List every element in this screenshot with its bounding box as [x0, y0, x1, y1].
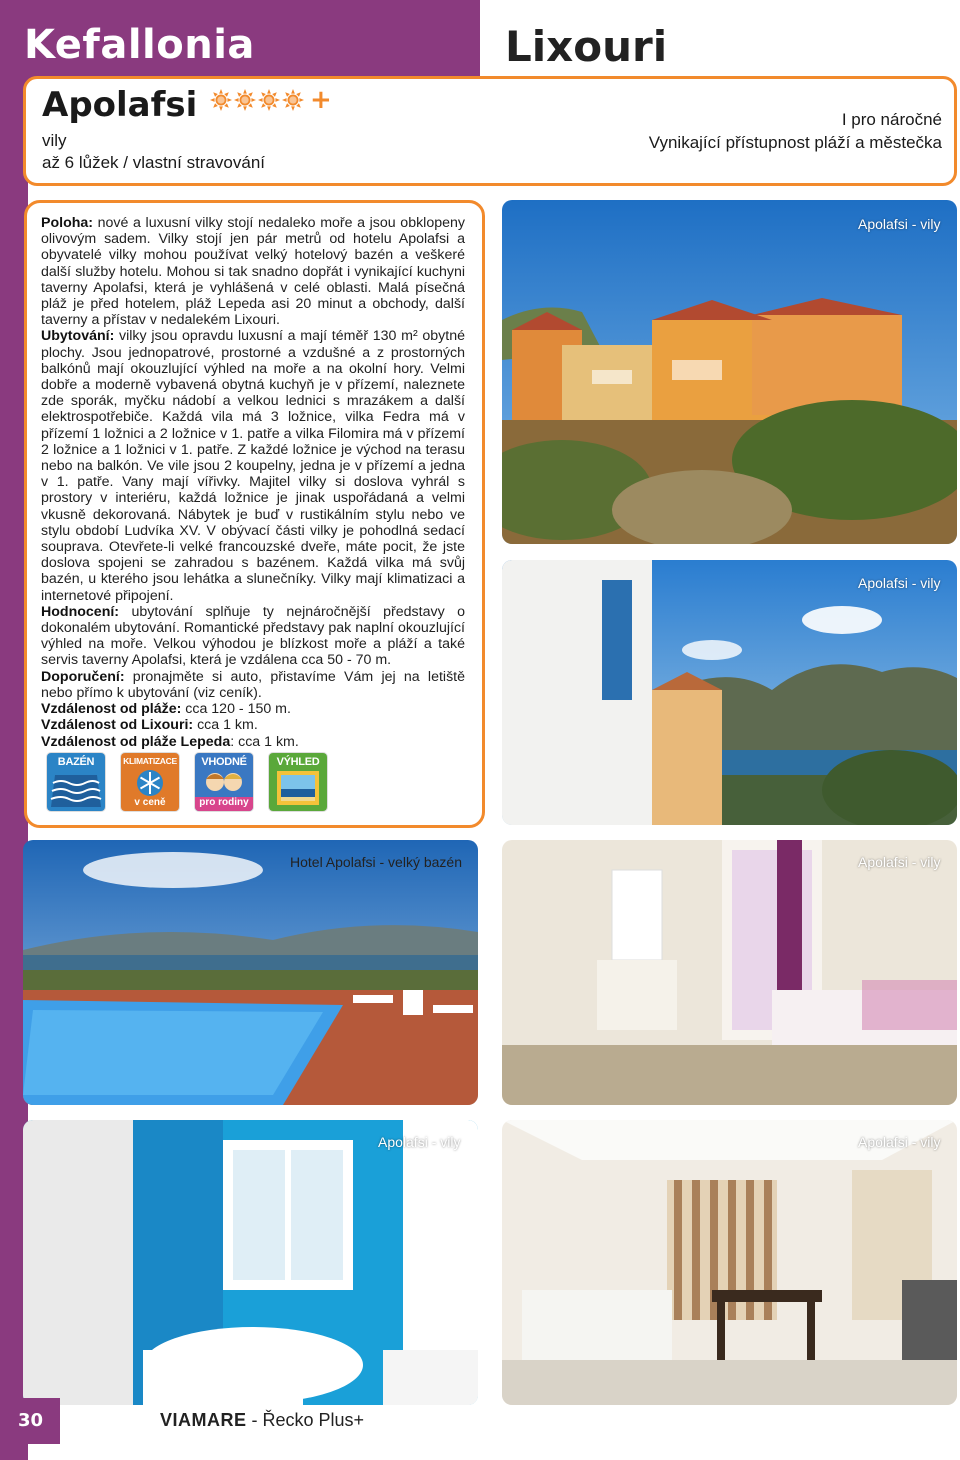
sun-star-icon	[282, 89, 304, 111]
caption-photo3: Hotel Apolafsi - velký bazén	[290, 854, 462, 870]
sun-star-icon	[234, 89, 256, 111]
view-icon	[269, 753, 327, 811]
aircon-icon-label: KLIMATIZACE	[123, 756, 177, 766]
region-title: Kefallonia	[24, 22, 255, 68]
brand-subtitle: - Řecko Plus+	[246, 1410, 365, 1430]
ubytovani-label: Ubytování:	[41, 328, 115, 345]
distance-beach-label: Vzdálenost od pláže:	[41, 701, 182, 718]
tagline-1: I pro náročné	[841, 110, 942, 129]
distance-lepeda-text: : cca 1 km.	[230, 733, 299, 750]
pool-icon	[47, 753, 105, 811]
distance-lepeda-label: Vzdálenost od pláže Lepeda	[41, 733, 231, 750]
poloha-text: nové a luxusní vilky stojí nedaleko moře a jsou obklopeny olivovým sadem. Vilky stojí jen pár metrů od hotelu Apolafsi a obyvatelé vilky mohou používat velký hotelový bazén a veškeré další služby hotelu. Mohou si tak snadno dopřát i vynikající kuchyni taverny Apolafsi, která je vyhlášená v celé oblasti. Malá písečná pláž je před hotelem, pláž Lepeda asi 20 minut a obchody, další taverny a přístav v nedalekém Lixouri.	[41, 215, 465, 329]
tagline-2: Vynikající přístupnost pláží a městečka	[648, 133, 942, 152]
brand-name: VIAMARE	[160, 1410, 247, 1430]
hodnoceni-label: Hodnocení:	[41, 603, 120, 620]
town-title: Lixouri	[505, 22, 668, 71]
page-number: 30	[18, 1410, 44, 1431]
sun-star-icon	[258, 89, 280, 111]
accommodation-type: vily	[42, 131, 67, 150]
photo-villas-exterior	[502, 200, 957, 544]
caption-photo6: Apolafsi - vily	[858, 1134, 941, 1150]
distance-beach-text: cca 120 - 150 m.	[181, 701, 291, 718]
family-icon-label: VHODNÉ	[201, 756, 247, 768]
photo-bedroom	[502, 840, 957, 1105]
page-number-tab	[0, 1398, 60, 1444]
stars-plus: +	[310, 85, 332, 115]
sun-star-icon	[210, 89, 232, 111]
hotel-name: Apolafsi	[42, 85, 198, 125]
doporuceni-label: Doporučení:	[41, 668, 125, 685]
hodnoceni-text: ubytování splňuje ty nejnáročnější představy o dokonalém ubytování. Romantické představy pak naplní okouzlující výhled na moře. Velkou výhodou je blízkost moře a pláží a také servis taverny Apolafsi, která je vzdálena cca 50 - 70 m.	[41, 603, 465, 669]
description-text	[41, 215, 465, 750]
ubytovani-text: vilky jsou opravdu luxusní a mají téměř 130 m² obytné plochy. Jsou jednopatrové, prostorné a vzdušné a z prostorných balkónů mají okouzlující výhled na moře a na okolní hory. Velmi dobře a moderně vybavená obytná kuchyň je v přízemí, naleznete zde sporák, myčku nádobí a velkou lednici s mrazákem a další elektrospotřebiče. Každá vila má 3 ložnice, vilka Fedra má v přízemí 1 ložnici a 2 ložnice v 1. patře a vilka Filomira má v přízemí 2 ložnice a 1 ložnici v 1. patře. Z každé ložnice je východ na terasu nebo na balkón. Ve vile jsou 2 koupelny, jedna je v přízemí a jedna v 1. patře. Vany mají vířivky. Majitel vilky si doslova vyhrál s prostory v interiéru, každá ložnice je jinak uspořádaná a velmi vkusně dekorovaná. Nábytek je buď v rustikálním stylu nebo ve stylu období Ludvíka XV. V obývací části vilky je pohodlná sedací souprava. Otevřete-li velké francouzské dveře, máte pocit, že jste doslova spojeni se zahradou s bazénem. Každá vilka má svůj bazén, u kterého jsou lehátka a slunečníky. Vilky mají klimatizaci a internetové připojení.	[41, 328, 465, 604]
beds-info: až 6 lůžek / vlastní stravování	[42, 153, 265, 172]
poloha-label: Poloha:	[41, 215, 94, 231]
footer-brand	[160, 1410, 364, 1431]
aircon-icon	[121, 753, 179, 811]
amenity-icons	[47, 753, 327, 811]
photo-sea-view	[502, 560, 957, 825]
caption-photo1: Apolafsi - vily	[858, 216, 941, 232]
family-icon-sub: pro rodiny	[199, 797, 249, 808]
photo-hotel-pool	[23, 840, 478, 1105]
family-icon	[195, 753, 253, 811]
view-icon-label: VÝHLED	[276, 756, 320, 768]
hotel-header-box	[23, 76, 957, 186]
description-box	[24, 200, 485, 828]
caption-photo2: Apolafsi - vily	[858, 575, 941, 591]
caption-photo5: Apolafsi - vily	[378, 1134, 461, 1150]
photo-bathroom	[23, 1120, 478, 1405]
aircon-icon-sub: v ceně	[134, 797, 166, 808]
star-rating	[210, 85, 332, 115]
photo-living-room	[502, 1120, 957, 1405]
distance-lixouri-label: Vzdálenost od Lixouri:	[41, 717, 194, 734]
distance-lixouri-text: cca 1 km.	[193, 717, 258, 734]
pool-icon-label: BAZÉN	[57, 756, 95, 768]
caption-photo4: Apolafsi - vily	[858, 854, 941, 870]
doporuceni-text: pronajměte si auto, přistavíme Vám jej na letiště nebo přímo k ubytování (viz ceník).	[41, 668, 465, 701]
